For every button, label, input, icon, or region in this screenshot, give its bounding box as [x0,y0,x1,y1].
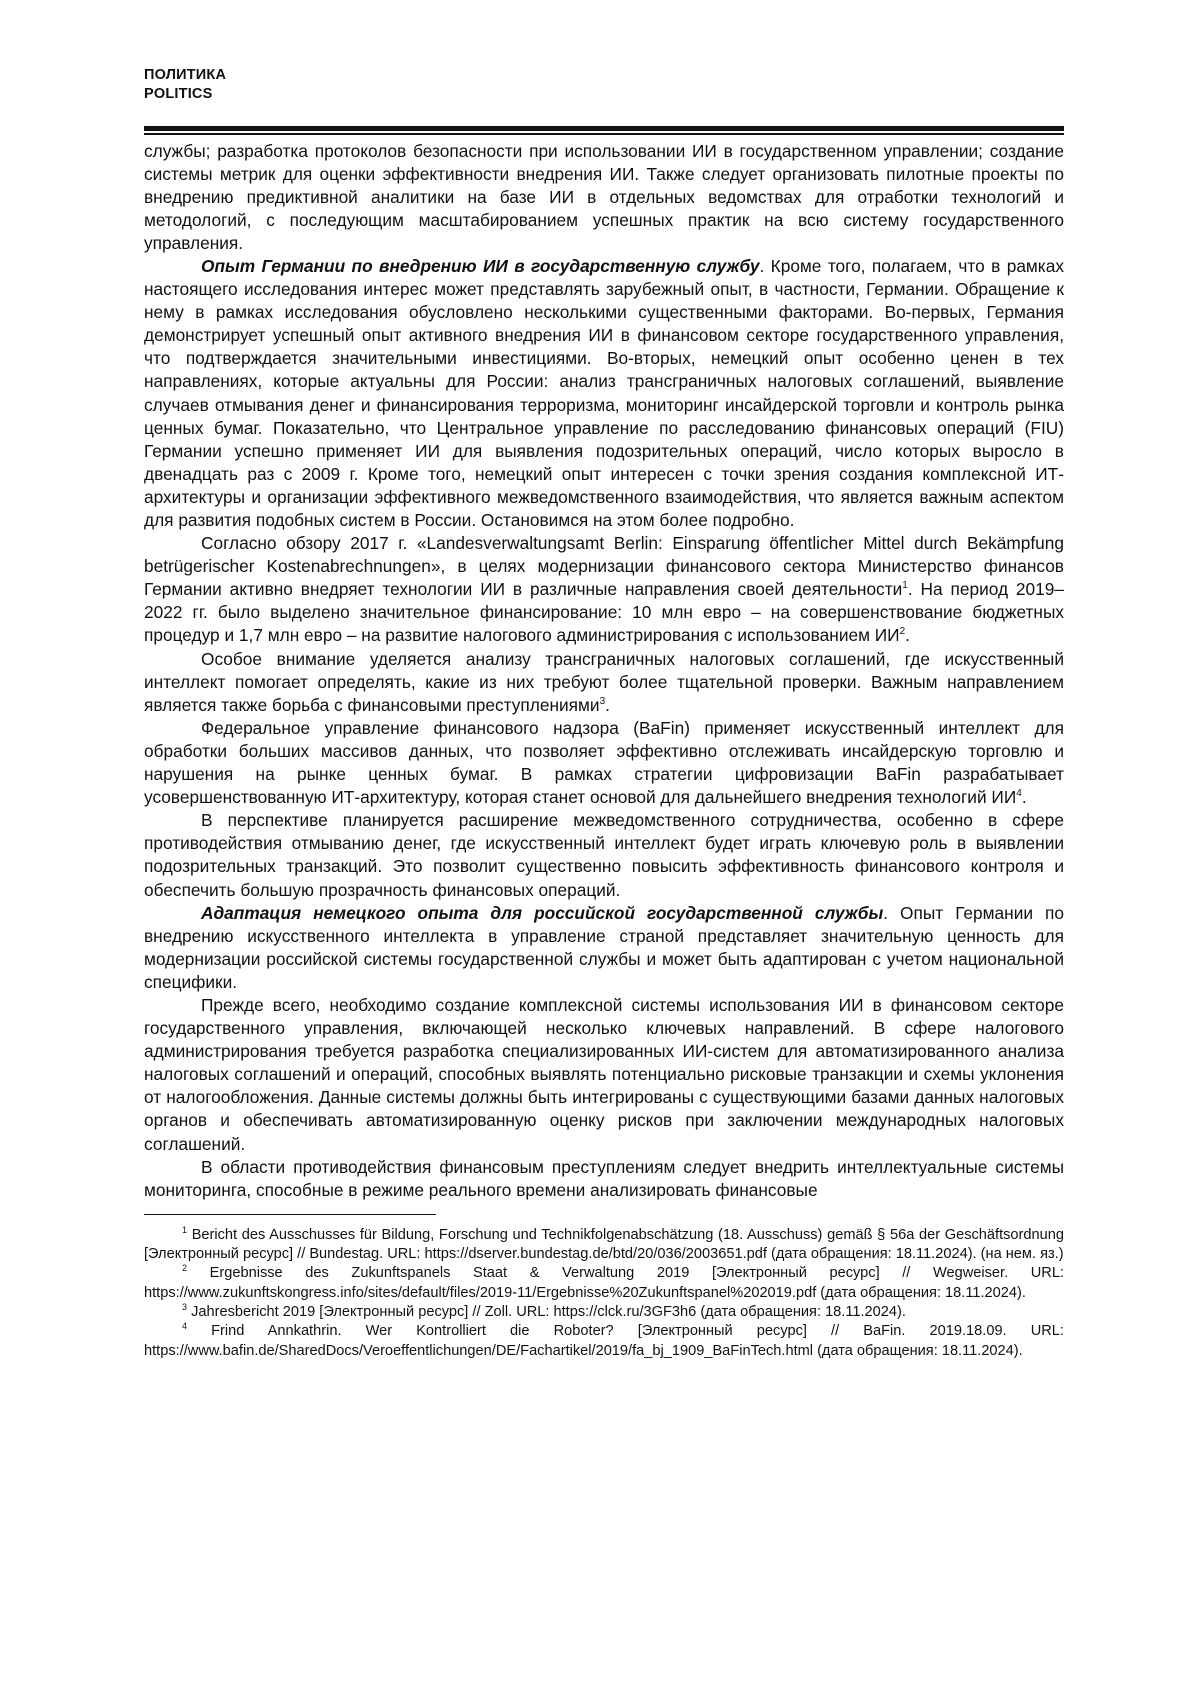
page [144,66,1064,1361]
footnotes [144,1226,1064,1361]
paragraph-continuation: службы; разработка протоколов безопасности при использовании ИИ в государственном управлении; создание системы метрик для оценки эффективности внедрения ИИ. Также следует организовать пилотные проекты по внедрению предиктивной аналитики на базе ИИ в отдельных ведомствах для отработки технологий и методологий, с последующим масштабированием успешных практик на всю систему государственного управления. [144,140,1064,253]
header-rule-thin [144,133,1064,135]
footnote-ref-1[interactable]: 1 [902,580,908,592]
paragraph-interagency: В перспективе планируется расширение межведомственного сотрудничества, особенно в сфере противодействия отмыванию денег, где искусственный интеллект будет играть ключевую роль в выявлении подозрительных транзакций. Это позволит существенно повысить эффективность финансового контроля и обеспечить большую прозрачность финансовых операций. [144,810,1064,900]
footnote-ref-4[interactable]: 4 [1016,788,1022,800]
section-title-en: POLITICS [144,86,213,102]
footnote-separator [144,1214,436,1215]
running-header [144,66,1064,104]
paragraph-complex-system: Прежде всего, необходимо создание комплексной системы использования ИИ в финансовом секторе государственного управления, включающей несколько ключевых направлений. В сфере налогового администрирования требуется разработка специализированных ИИ-систем для автоматизированного анализа налоговых соглашений и операций, способных выявлять потенциально рисковые транзакции и схемы уклонения от налогообложения. Данные системы должны быть интегрированы с существующими базами данных налоговых органов и обеспечивать автоматизированную оценку рисков при заключении международных налоговых соглашений. [144,994,1064,1154]
footnote-2: $^2$ Ergebnisse des Zukunftspanels Staat & Verwaltung 2019 [Электронный ресурс] // Wegweiser. URL: https://www.zukunftskongress.info/sites/default/files/2019-11/Ergebnisse%20Zukunftspanel%202019.pdf (дата обращения: 18.11.2024). [144,1263,1064,1301]
footnote-1: $^1$ Bericht des Ausschusses für Bildung, Forschung und Technikfolgenabschätzung (18. Ausschuss) gemäß § 56a der Geschäftsordnung [Электронный ресурс] // Bundestag. URL: https://dserver.bundestag.de/btd/20/036/2003651.pdf (дата обращения: 18.11.2024). (на нем. яз.) [144,1224,1064,1263]
paragraph-bafin: Федеральное управление финансового надзора (BaFin) применяет искусственный интеллект для обработки больших массивов данных, что позволяет эффективно отслеживать инсайдерскую торговлю и нарушения на рынке ценных бумаг. В рамках стратегии цифровизации BaFin разрабатывает усовершенствованную ИТ-архитектуру, которая станет основой для дальнейшего внедрения технологий $ИИ^4$. [144,717,1064,808]
footnote-ref-2[interactable]: 2 [899,626,906,638]
section-title-ru: ПОЛИТИКА [144,67,227,83]
footnote-3: $^3$ Jahresbericht 2019 [Электронный ресурс] // Zoll. URL: https://clck.ru/3GF3h6 (дата обращения: 18.11.2024). [182,1302,906,1320]
paragraph-germany-experience: Опыт Германии по внедрению ИИ в государственную службу. Кроме того, полагаем, что в рамках настоящего исследования интерес может представлять зарубежный опыт, в частности, Германии. Обращение к нему в рамках исследования обусловлено несколькими существенными факторами. Во-первых, Германия демонстрирует успешный опыт активного внедрения ИИ в финансовом секторе государственного управления, что подтверждается значительными инвестициями. Во-вторых, немецкий опыт особенно ценен в тех направлениях, которые актуальны для России: анализ трансграничных налоговых соглашений, выявление случаев отмывания денег и финансирования терроризма, мониторинг инсайдерской торговли и контроль рынка ценных бумаг. Показательно, что Центральное управление по расследованию финансовых операций (FIU) Германии успешно применяет ИИ для выявления подозрительных операций, число которых выросло в двенадцать раз с 2009 г. Кроме того, немецкий опыт интересен с точки зрения создания комплексной ИТ-архитектуры и организации эффективного межведомственного взаимодействия, что является важным аспектом для развития подобных систем в России. Остановимся на этом более подробно. [144,255,1065,530]
paragraph-adaptation: Адаптация немецкого опыта для российской государственной службы. Опыт Германии по внедрению искусственного интеллекта в управление страной представляет значительную ценность для модернизации российской системы государственной службы и может быть адаптирован с учетом национальной специфики. [144,902,1065,992]
paragraph-cross-border-tax: Особое внимание уделяется анализу трансграничных налоговых соглашений, где искусственный интеллект помогает определять, какие из них требуют более тщательной проверки. Важным направлением является также борьба с финансовыми преступлениями$^3$. [144,648,1064,715]
body-text [144,140,1064,1202]
footnote-4: $^4$ Frind Annkathrin. Wer Kontrolliert die Roboter? [Электронный ресурс] // BaFin. 2019.18.09. URL: https://www.bafin.de/SharedDocs/Veroeffentlichungen/DE/Fachartikel/2019/fa_bj_1909_BaFinTech.html (дата обращения: 18.11.2024). [144,1321,1064,1359]
paragraph-financial-crime: В области противодействия финансовым преступлениям следует внедрить интеллектуальные системы мониторинга, способные в режиме реального времени анализировать финансовые [144,1156,1064,1200]
header-rule-thick [144,126,1064,131]
section-heading-adaptation: Адаптация немецкого опыта для российской государственной службы [201,902,884,923]
section-heading-germany: Опыт Германии по внедрению ИИ в государственную службу [201,255,760,276]
footnote-ref-3[interactable]: 3 [599,695,606,707]
paragraph-landesverwaltungsamt: Согласно обзору 2017 г. «Landesverwaltungsamt Berlin: Einsparung öffentlicher Mittel durch Bekämpfung betrügerischer Kostenabrechnungen», в целях модернизации финансового сектора Министерство финансов Германии активно внедряет технологии ИИ в различные направления своей деятельности$^1$. На период 2019–2022 гг. было выделено значительное финансирование: 10 млн евро – на совершенствование бюджетных процедур и 1,7 млн евро – на развитие налогового администрирования с использованием $ИИ^2$. [144,533,1064,646]
